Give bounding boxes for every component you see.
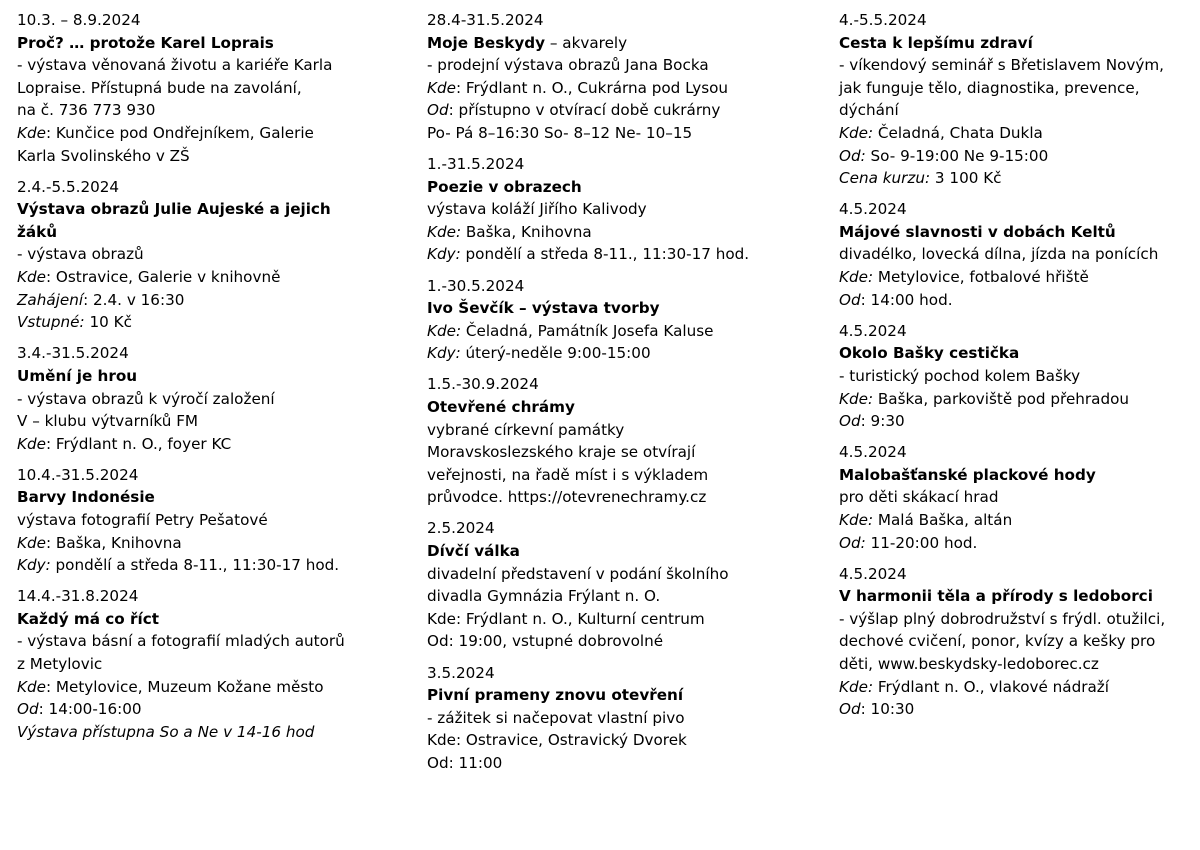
event-date [427,517,827,540]
event-date [17,9,412,32]
event-text: : Frýdlant n. O., foyer KC [45,434,232,453]
event-field-label: Kde [427,78,456,97]
event-text-line [839,532,1189,555]
event-field-label: Kdy: [427,245,461,264]
event-text: : 9:30 [860,412,905,431]
event-title [17,365,412,388]
event-text: dýchání [839,101,899,120]
event-title-text: Májové slavnosti v dobách Keltů [839,222,1116,241]
event-text: vybrané církevní památky [427,420,625,439]
event-text-line [839,630,1189,653]
event-text-line [17,410,412,433]
event-text-line [427,320,827,343]
event-field-label: Kdy: [17,556,51,575]
event-text: dechové cvičení, ponor, kvízy a kešky pro [839,632,1156,651]
events-column-3 [839,9,1189,729]
event-text-line [839,289,1189,312]
event-field-label: Od: [839,146,866,165]
event-text: Frýdlant n. O., vlakové nádraží [873,677,1109,696]
event-field-label: Kde [17,533,46,552]
event-text-line [839,54,1189,77]
event-title [427,297,827,320]
event-field-label: Cena kurzu: [839,169,931,188]
event-text: : přístupno v otvírací době cukrárny [448,101,721,120]
event-date [427,153,827,176]
event-date [839,320,1189,343]
event-text: na č. 736 773 930 [17,101,156,120]
event-entry [427,153,827,266]
event-text-line [17,122,412,145]
event-text: 3.5.2024 [427,663,495,682]
event-entry [17,464,412,577]
event-text-line [17,698,412,721]
event-date [427,9,827,32]
event-entry [839,441,1189,554]
event-entry [839,563,1189,721]
event-text: : Baška, Knihovna [45,533,182,552]
event-text-line [427,563,827,586]
event-text: Od: 11:00 [427,753,503,772]
event-text: So- 9-19:00 Ne 9-15:00 [865,146,1049,165]
event-text: 10 Kč [84,313,132,332]
event-field-label: Od [839,290,861,309]
event-text: 2.5.2024 [427,519,495,538]
event-text: - výstava věnovaná životu a kariéře Karla [17,56,333,75]
event-text-line [17,721,412,744]
event-title-text: Ivo Ševčík – výstava tvorby [427,299,660,318]
event-text-line [427,441,827,464]
event-text: : Kunčice pod Ondřejníkem, Galerie [45,123,314,142]
event-field-label: Kde [17,434,46,453]
event-entry [839,198,1189,311]
event-text: pro děti skákací hrad [839,488,999,507]
event-entry [427,275,827,365]
event-text: 10.3. – 8.9.2024 [17,11,141,29]
event-text: V – klubu výtvarníků FM [17,412,199,431]
event-date [839,9,1189,32]
event-entry [839,320,1189,433]
event-title [839,464,1189,487]
event-entry [427,517,827,653]
event-text-line [17,388,412,411]
event-text: úterý-neděle 9:00-15:00 [460,344,651,363]
event-title-text: Dívčí válka [427,542,520,561]
event-text-line [839,77,1189,100]
event-date [427,275,827,298]
event-text: Moravskoslezského kraje se otvírají [427,443,696,462]
event-text-line [839,509,1189,532]
event-text: - prodejní výstava obrazů Jana Bocka [427,56,709,75]
event-text: jak funguje tělo, diagnostika, prevence, [839,78,1140,97]
event-text: 2.4.-5.5.2024 [17,177,120,196]
event-text-line [839,167,1189,190]
event-text-line [427,342,827,365]
event-text-line [839,698,1189,721]
event-title-text: Barvy Indonésie [17,488,155,507]
event-title [427,540,827,563]
event-title-text: V harmonii těla a přírody s ledoborci [839,587,1153,606]
event-text: 4.5.2024 [839,564,907,583]
event-text-line [427,486,827,509]
event-title [839,585,1189,608]
event-date [17,464,412,487]
event-entry [427,9,827,145]
event-title [17,608,412,631]
event-text: Čeladná, Památník Josefa Kaluse [461,321,714,340]
event-text: – akvarely [545,33,628,52]
event-text: Karla Svolinského v ZŠ [17,146,190,165]
event-text-line [17,243,412,266]
event-date [427,662,827,685]
event-text-line [427,243,827,266]
event-text: 4.5.2024 [839,200,907,219]
event-text-line [839,266,1189,289]
event-text-line [839,243,1189,266]
event-field-label: Kde: [839,677,874,696]
event-date [839,441,1189,464]
event-date [17,585,412,608]
event-text: 1.-30.5.2024 [427,276,525,295]
event-text-line [17,266,412,289]
event-text: 10.4.-31.5.2024 [17,465,139,484]
event-title [427,396,827,419]
event-text: Lopraise. Přístupná bude na zavolání, [17,78,302,97]
event-text: 3 100 Kč [930,169,1002,188]
event-text: Kde: Frýdlant n. O., Kulturní centrum [427,609,705,628]
event-title [839,32,1189,55]
event-field-label: Kde [17,268,46,287]
event-field-label: Kde: [839,389,874,408]
event-text-line [17,54,412,77]
event-text-line [839,676,1189,699]
event-text-line [17,221,412,244]
event-title-text: Moje Beskydy [427,33,546,52]
event-text-line [839,486,1189,509]
event-title-text: Otevřené chrámy [427,398,575,416]
event-text: - turistický pochod kolem Bašky [839,366,1081,385]
events-column-1 [17,9,412,752]
event-entry [17,342,412,455]
event-text-line [839,145,1189,168]
event-title-text: Cesta k lepšímu zdraví [839,33,1033,52]
event-text-line [17,433,412,456]
event-text-line [427,707,827,730]
event-entry [427,662,827,775]
event-text-line [17,99,412,122]
event-text-line [427,198,827,221]
event-text: Baška, Knihovna [461,222,592,241]
event-text: pondělí a středa 8-11., 11:30-17 hod. [460,245,750,264]
event-title [839,221,1189,244]
event-title [427,684,827,707]
event-date [839,198,1189,221]
event-text-line [427,729,827,752]
event-text-line [427,464,827,487]
event-title [17,486,412,509]
event-text: 1.-31.5.2024 [427,155,525,174]
event-text: : 10:30 [860,700,915,719]
event-text: Od: 19:00, vstupné dobrovolné [427,632,664,651]
event-text-line [839,365,1189,388]
event-title [17,32,412,55]
event-text: děti, www.beskydsky-ledoborec.cz [839,655,1099,674]
event-field-label: Kde: [427,222,462,241]
event-title-text: žáků [17,222,58,241]
event-field-label: Kde: [839,268,874,287]
event-text: divadelní představení v podání školního [427,564,729,583]
event-text: - výšlap plný dobrodružství s frýdl. otužilci, [839,609,1166,628]
event-field-label: Kde [17,677,46,696]
event-text-line [427,77,827,100]
event-field-label: Od [839,412,861,431]
event-text-line [17,554,412,577]
event-text-line [17,145,412,168]
event-text: Čeladná, Chata Dukla [873,123,1043,142]
event-text: divadélko, lovecká dílna, jízda na ponících [839,245,1159,264]
event-text-line [17,289,412,312]
event-entry [839,9,1189,190]
event-text: 3.4.-31.5.2024 [17,344,129,363]
event-text: - výstava básní a fotografií mladých autorů [17,632,345,651]
event-text: - výstava obrazů [17,245,144,264]
event-text-line [427,419,827,442]
event-text: výstava koláží Jiřího Kalivody [427,200,647,219]
event-title-text: Každý má co říct [17,609,159,628]
event-text-line [427,608,827,631]
event-text: Baška, parkoviště pod přehradou [873,389,1130,408]
events-column-2 [427,9,827,783]
event-text: 4.5.2024 [839,321,907,340]
event-text-line [839,608,1189,631]
event-entry [17,176,412,334]
event-text-line [839,410,1189,433]
event-text: 1.5.-30.9.2024 [427,375,539,394]
event-text-line [17,77,412,100]
event-text-line [427,99,827,122]
event-date [17,342,412,365]
event-text-line [427,630,827,653]
event-date [427,373,827,396]
event-text: - výstava obrazů k výročí založení [17,389,275,408]
event-text: 4.-5.5.2024 [839,11,927,29]
event-text-line [17,532,412,555]
event-text: divadla Gymnázia Frýlant n. O. [427,587,661,606]
event-title [427,32,827,55]
event-text: Metylovice, fotbalové hřiště [873,268,1089,287]
event-title-text: Proč? … protože Karel Loprais [17,33,274,52]
event-title-text: Výstava obrazů Julie Aujeské a jejich [17,200,331,219]
event-text: : Ostravice, Galerie v knihovně [45,268,281,287]
event-text-line [427,221,827,244]
event-title-text: Umění je hrou [17,366,138,385]
event-date [839,563,1189,586]
event-field-label: Kde: [839,510,874,529]
event-title-text: Malobašťanské plackové hody [839,465,1096,484]
event-text: : Frýdlant n. O., Cukrárna pod Lysou [455,78,729,97]
event-text: výstava fotografií Petry Pešatové [17,510,268,529]
event-field-label: Výstava přístupna So a Ne v 14-16 hod [17,722,315,741]
event-text: Malá Baška, altán [873,510,1013,529]
event-field-label: Kdy: [427,344,461,363]
event-field-label: Kde [17,123,46,142]
event-text: : 2.4. v 16:30 [83,290,185,309]
event-text: 28.4-31.5.2024 [427,11,544,29]
event-text: 11-20:00 hod. [865,533,978,552]
event-text-line [839,122,1189,145]
event-text-line [17,311,412,334]
event-field-label: Od [427,101,449,120]
event-field-label: Od: [839,533,866,552]
event-text-line [839,653,1189,676]
event-text-line [17,630,412,653]
event-date [17,176,412,199]
event-text-line [427,752,827,775]
event-text-line [427,585,827,608]
event-text: Kde: Ostravice, Ostravický Dvorek [427,731,687,750]
event-title [839,342,1189,365]
event-field-label: Kde: [427,321,462,340]
event-text: - zážitek si načepovat vlastní pivo [427,708,685,727]
event-text: pondělí a středa 8-11., 11:30-17 hod. [50,556,340,575]
event-text-line [427,54,827,77]
event-entry [17,9,412,167]
event-text-line [17,676,412,699]
event-text: : 14:00-16:00 [38,700,142,719]
event-text: průvodce. https://otevrenechramy.cz [427,488,707,507]
event-field-label: Zahájení [17,290,84,309]
event-text: Po- Pá 8–16:30 So- 8–12 Ne- 10–15 [427,123,693,142]
event-field-label: Vstupné: [17,313,85,332]
event-entry [427,373,827,509]
event-text: : Metylovice, Muzeum Kožane město [45,677,324,696]
event-text-line [839,388,1189,411]
event-text: veřejnosti, na řadě míst i s výkladem [427,465,709,484]
event-title-text: Pivní prameny znovu otevření [427,686,684,705]
event-entry [17,585,412,743]
event-text-line [17,653,412,676]
event-field-label: Kde: [839,123,874,142]
event-field-label: Od [17,700,39,719]
event-text-line [17,509,412,532]
event-field-label: Od [839,700,861,719]
event-text: 4.5.2024 [839,443,907,462]
event-text-line [839,99,1189,122]
event-text: z Metylovic [17,655,103,674]
event-text: : 14:00 hod. [860,290,953,309]
event-text: 14.4.-31.8.2024 [17,587,139,606]
event-title-text: Okolo Bašky cestička [839,344,1020,363]
event-text: - víkendový seminář s Břetislavem Novým, [839,56,1164,75]
event-text-line [427,122,827,145]
event-title-text: Poezie v obrazech [427,177,582,196]
event-title [17,198,412,221]
event-title [427,176,827,199]
